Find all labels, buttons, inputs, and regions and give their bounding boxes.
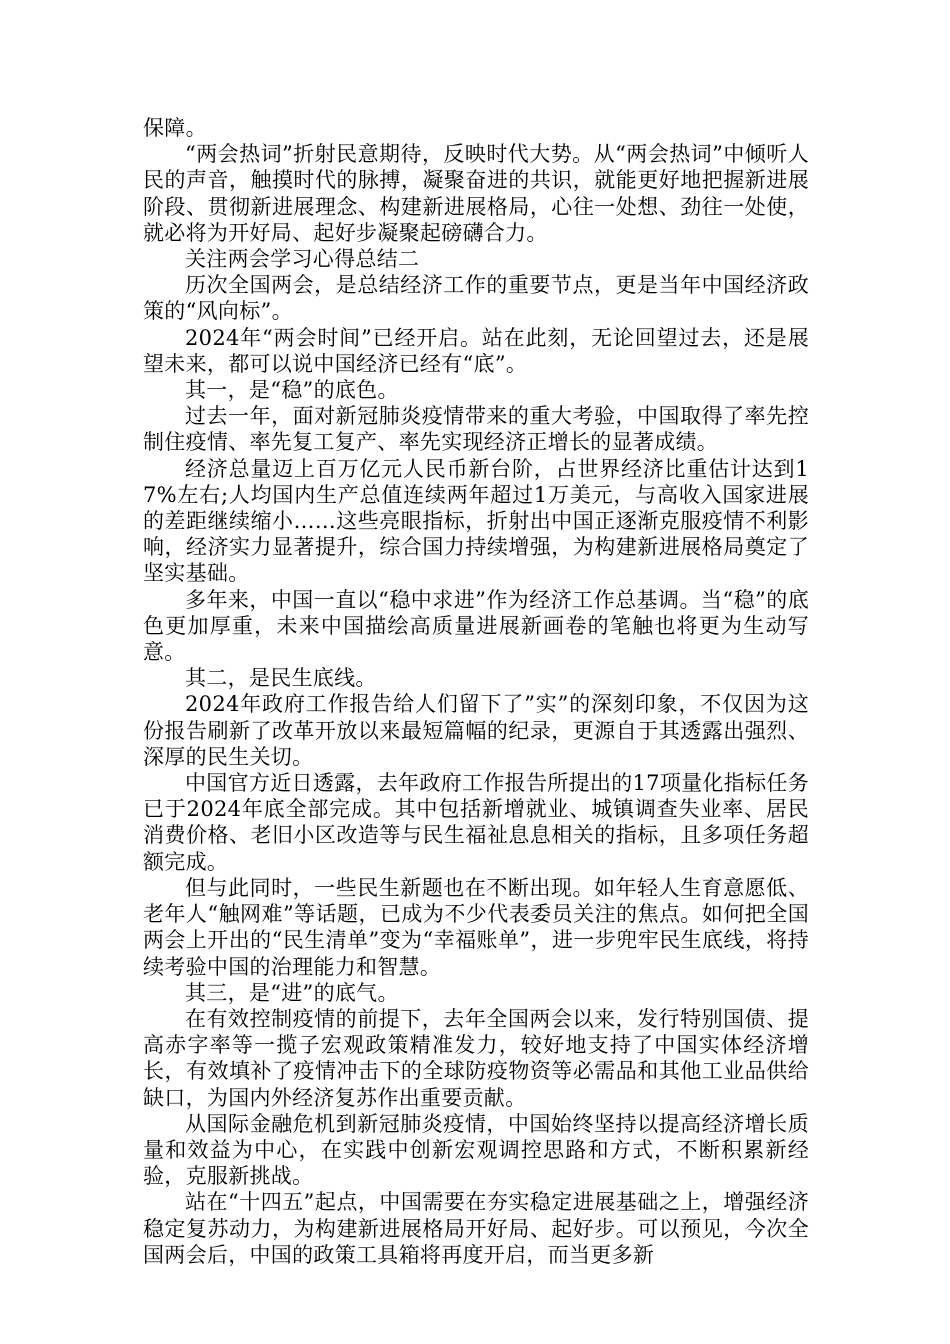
subheading-three: 其三，是“进”的底气。 bbox=[185, 980, 399, 1005]
paragraph: 2024年“两会时间”已经开启。站在此刻，无论回望过去，还是展望未来，都可以说中国经济已经有“底”。 bbox=[143, 325, 809, 376]
paragraph: 多年来，中国一直以“稳中求进”作为经济工作总基调。当“稳”的底色更加厚重，未来中国描绘高质量进展新画卷的笔触也将更为生动写意。 bbox=[143, 587, 809, 665]
paragraph: 中国官方近日透露，去年政府工作报告所提出的17项量化指标任务已于2024年底全部完成。其中包括新增就业、城镇调查失业率、居民消费价格、老旧小区改造等与民生福祉息息相关的指标，且多项任务超额完成。 bbox=[143, 771, 809, 874]
paragraph: 2024年政府工作报告给人们留下了”实”的深刻印象，不仅因为这份报告刷新了改革开放以来最短篇幅的纪录，更源自于其透露出强烈、深厚的民生关切。 bbox=[143, 692, 809, 769]
paragraph: 但与此同时，一些民生新题也在不断出现。如年轻人生育意愿低、老年人“触网难”等话题，已成为不少代表委员关注的焦点。如何把全国两会上开出的“民生清单”变为“幸福账单”，进一步兜牢民生底线，将持续考验中国的治理能力和智慧。 bbox=[143, 875, 809, 979]
paragraph: 站在“十四五”起点，中国需要在夯实稳定进展基础之上，增强经济稳定复苏动力，为构建新进展格局开好局、起好步。可以预见，今次全国两会后，中国的政策工具箱将再度开启，而当更多新 bbox=[143, 1190, 809, 1267]
paragraph: 历次全国两会，是总结经济工作的重要节点，更是当年中国经济政策的“风向标”。 bbox=[143, 273, 809, 324]
document-body bbox=[143, 115, 809, 1268]
subheading-two: 其二，是民生底线。 bbox=[185, 666, 377, 691]
section-heading: 关注两会学习心得总结二 bbox=[185, 247, 420, 272]
paragraph: “两会热词”折射民意期待，反映时代大势。从“两会热词”中倾听人民的声音，触摸时代的脉搏，凝聚奋进的共识，就能更好地把握新进展阶段、贯彻新进展理念、构建新进展格局，心往一处想、劲往一处使，就必将为开好局、起好步凝聚起磅礴合力。 bbox=[143, 142, 809, 245]
paragraph-continuation: 保障。 bbox=[143, 116, 207, 140]
paragraph: 从国际金融危机到新冠肺炎疫情，中国始终坚持以提高经济增长质量和效益为中心，在实践中创新宏观调控思路和方式，不断积累新经验，克服新挑战。 bbox=[143, 1111, 809, 1189]
paragraph: 在有效控制疫情的前提下，去年全国两会以来，发行特别国债、提高赤字率等一揽子宏观政策精准发力，较好地支持了中国实体经济增长，有效填补了疫情冲击下的全球防疫物资等必需品和其他工业品供给缺口，为国内外经济复苏作出重要贡献。 bbox=[143, 1006, 809, 1110]
subheading-one: 其一，是“稳”的底色。 bbox=[185, 378, 399, 403]
paragraph: 经济总量迈上百万亿元人民币新台阶，占世界经济比重估计达到17%左右;人均国内生产总值连续两年超过1万美元，与高收入国家进展的差距继续缩小……这些亮眼指标，折射出中国正逐渐克服疫情不利影响，经济实力显著提升，综合国力持续增强，为构建新进展格局奠定了坚实基础。 bbox=[143, 456, 809, 586]
paragraph: 过去一年，面对新冠肺炎疫情带来的重大考验，中国取得了率先控制住疫情、率先复工复产、率先实现经济正增长的显著成绩。 bbox=[143, 404, 809, 455]
